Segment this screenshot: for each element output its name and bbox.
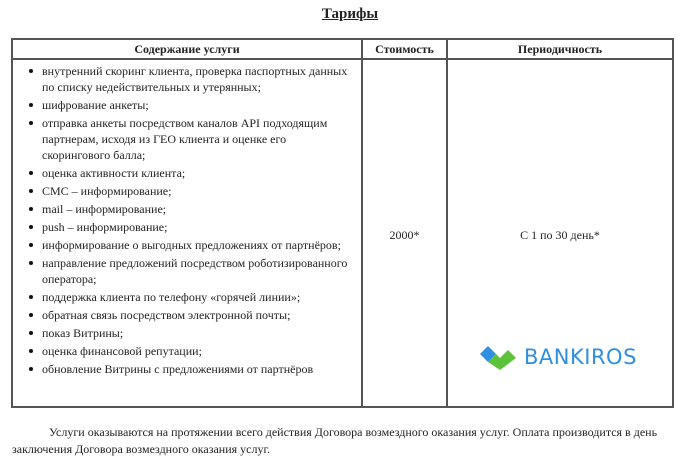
column-divider <box>446 40 448 406</box>
list-item: обновление Витрины с предложениями от партнёров <box>13 361 361 377</box>
bankiros-logo-icon <box>480 344 516 370</box>
list-item: СМС – информирование; <box>13 183 361 199</box>
list-item: информирование о выгодных предложениях от партнёров; <box>13 237 361 253</box>
list-item: показ Витрины; <box>13 325 361 341</box>
bullet-icon <box>29 367 33 371</box>
header-cost: Стоимость <box>375 42 434 56</box>
list-item: отправка анкеты посредством каналов API подходящим партнерам, исходя из ГЕО клиента и оценке его скорингового балла; <box>13 115 361 163</box>
bullet-icon <box>29 103 33 107</box>
bullet-icon <box>29 331 33 335</box>
bullet-icon <box>29 243 33 247</box>
bullet-icon <box>29 313 33 317</box>
bullet-icon <box>29 171 33 175</box>
bullet-icon <box>29 207 33 211</box>
bullet-icon <box>29 69 33 73</box>
list-item: push – информирование; <box>13 219 361 235</box>
cost-value: 2000* <box>389 228 420 242</box>
bullet-icon <box>29 225 33 229</box>
column-divider <box>361 40 363 406</box>
list-item: внутренний скоринг клиента, проверка паспортных данных по списку недействительных и утерянных; <box>13 63 361 95</box>
list-item: оценка финансовой репутации; <box>13 343 361 359</box>
list-item: шифрование анкеты; <box>13 97 361 113</box>
bullet-icon <box>29 261 33 265</box>
footer-note: Услуги оказываются на протяжении всего действия Договора возмездного оказания услуг. Оплата производится в день заключения Договора возмездного оказания услуг. <box>12 425 658 456</box>
list-item: поддержка клиента по телефону «горячей линии»; <box>13 289 361 305</box>
bullet-icon <box>29 295 33 299</box>
header-period: Периодичность <box>517 42 603 56</box>
bullet-icon <box>29 121 33 125</box>
header-service: Содержание услуги <box>134 42 240 56</box>
bullet-icon <box>29 189 33 193</box>
period-value: С 1 по 30 день* <box>520 228 600 242</box>
document-title: Тарифы <box>321 6 379 22</box>
list-item: направление предложений посредством роботизированного оператора; <box>13 255 361 287</box>
list-item: mail – информирование; <box>13 201 361 217</box>
bankiros-watermark <box>480 342 637 372</box>
services-list <box>13 60 361 379</box>
bullet-icon <box>29 349 33 353</box>
list-item: оценка активности клиента; <box>13 165 361 181</box>
list-item: обратная связь посредством электронной почты; <box>13 307 361 323</box>
brand-name: BANKIROS <box>524 345 637 369</box>
table-header-row <box>13 40 672 60</box>
